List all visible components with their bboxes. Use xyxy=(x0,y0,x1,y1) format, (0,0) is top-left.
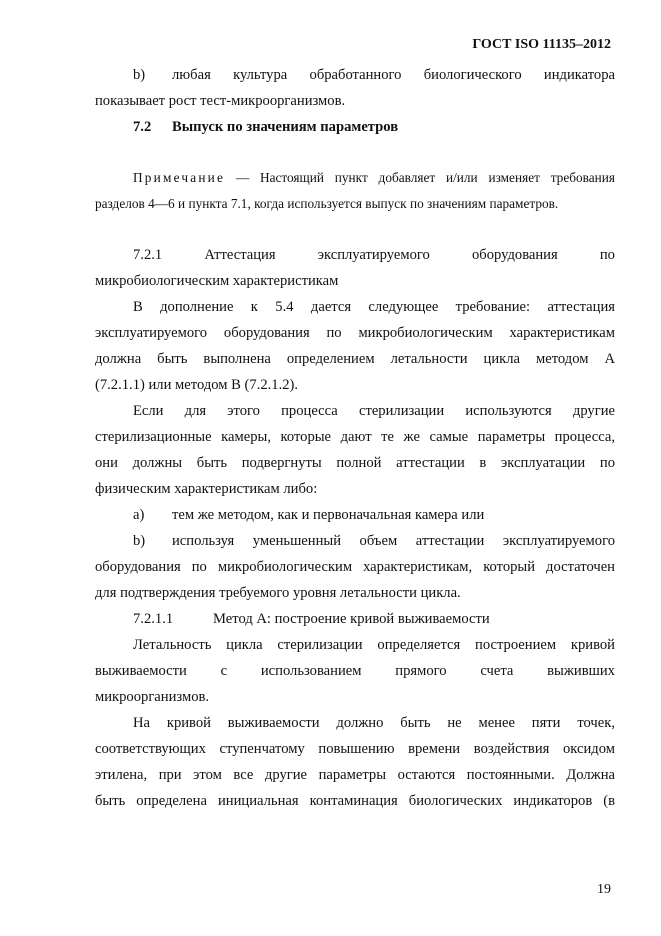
list-item-b-2-line3: для подтверждения требуемого уровня летальности цикла. xyxy=(95,585,461,601)
note-label: Примечание xyxy=(133,170,226,185)
heading-word: по xyxy=(599,247,615,263)
note-text: — Настоящий пункт добавляет и/или изменяет требования xyxy=(235,170,615,185)
word: использованием xyxy=(260,663,362,679)
note-line1 xyxy=(95,165,615,191)
heading-word: Аттестация xyxy=(204,247,276,263)
paragraph-survival-curve xyxy=(95,710,615,814)
standard-header: ГОСТ ISO 11135–2012 xyxy=(472,37,611,52)
note xyxy=(95,165,615,217)
list-item-b-1 xyxy=(95,62,615,114)
word: прямого xyxy=(395,663,447,679)
list-label-b: b) xyxy=(133,67,146,83)
paragraph-line: соответствующих ступенчатому повышению времени воздействия оксидом xyxy=(95,741,615,757)
section-heading-7-2 xyxy=(95,114,615,140)
paragraph-line: они должны быть подвергнуты полной аттестации в эксплуатации по xyxy=(95,455,615,471)
paragraph-qualification xyxy=(95,294,615,398)
paragraph-line: этилена, при этом все другие параметры остаются постоянными. Должна xyxy=(95,767,615,783)
paragraph-line: микроорганизмов. xyxy=(95,689,210,705)
section-number: 7.2 xyxy=(133,119,152,135)
list-label-a: а) xyxy=(133,507,145,523)
paragraph-chambers xyxy=(95,398,615,502)
word: с xyxy=(220,663,228,679)
section-7-2-1-line2: микробиологическим характеристикам xyxy=(95,273,339,289)
spacer xyxy=(95,140,615,165)
paragraph-line: Летальность цикла стерилизации определяется построением кривой xyxy=(133,637,615,653)
spacer xyxy=(95,217,615,242)
section-number: 7.2.1 xyxy=(133,247,163,263)
paragraph-line xyxy=(95,658,615,684)
document-body xyxy=(95,62,615,814)
paragraph-lethality xyxy=(95,632,615,710)
section-heading-7-2-1 xyxy=(95,242,615,294)
list-item-b-2-line1 xyxy=(95,528,615,554)
paragraph-line: эксплуатируемого оборудования по микробиологическим характеристикам xyxy=(95,325,615,341)
list-item-a xyxy=(95,502,615,528)
page-number: 19 xyxy=(597,882,611,897)
list-item-b-2-text: используя уменьшенный объем аттестации эксплуатируемого xyxy=(172,533,615,549)
paragraph-line: (7.2.1.1) или методом В (7.2.1.2). xyxy=(95,377,299,393)
section-number: 7.2.1.1 xyxy=(133,611,174,627)
paragraph-line: быть определена инициальная контаминация биологических индикаторов (в xyxy=(95,793,615,809)
section-heading-7-2-1-1 xyxy=(95,606,615,632)
section-title: Выпуск по значениям параметров xyxy=(172,119,399,135)
list-label-b: b) xyxy=(133,533,146,549)
heading-word: оборудования xyxy=(471,247,558,263)
list-item-b-1-text: любая культура обработанного биологического индикатора xyxy=(172,67,615,83)
word: счета xyxy=(480,663,514,679)
list-item-b-2 xyxy=(95,528,615,606)
list-item-b-2-line2: оборудования по микробиологическим характеристикам, который достаточен xyxy=(95,559,615,575)
paragraph-line: На кривой выживаемости должно быть не менее пяти точек, xyxy=(133,715,615,731)
word: выживаемости xyxy=(95,663,187,679)
note-line2: разделов 4—6 и пункта 7.1, когда используется выпуск по значениям параметров. xyxy=(95,196,559,211)
paragraph-line: должна быть выполнена определением летальности цикла методом А xyxy=(95,351,615,367)
section-7-2-1-line1 xyxy=(95,242,615,268)
heading-word: эксплуатируемого xyxy=(317,247,430,263)
paragraph-line: Если для этого процесса стерилизации используются другие xyxy=(133,403,615,419)
paragraph-line: физическим характеристикам либо: xyxy=(95,481,318,497)
list-item-a-text: тем же методом, как и первоначальная камера или xyxy=(172,507,485,523)
paragraph-line: стерилизационные камеры, которые дают те же самые параметры процесса, xyxy=(95,429,615,445)
word: выживших xyxy=(547,663,615,679)
paragraph-line: В дополнение к 5.4 дается следующее требование: аттестация xyxy=(133,299,615,315)
list-item-b-1-line2: показывает рост тест-микроорганизмов. xyxy=(95,93,346,109)
list-item-b-1-line1 xyxy=(95,62,615,88)
section-title: Метод А: построение кривой выживаемости xyxy=(213,611,490,627)
